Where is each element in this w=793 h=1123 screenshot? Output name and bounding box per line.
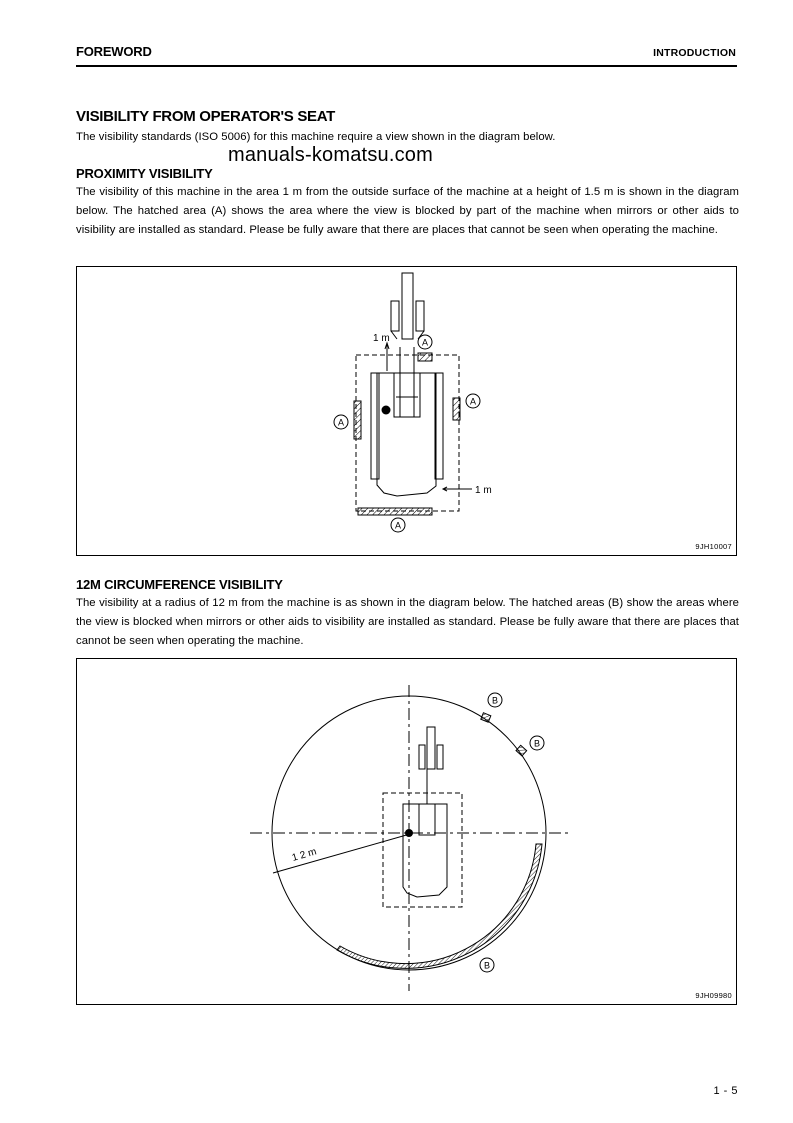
- marker-a-left: A: [337, 417, 345, 428]
- marker-b-2: B: [533, 738, 541, 749]
- marker-a-front: A: [421, 337, 429, 348]
- marker-a-right: A: [469, 396, 477, 407]
- circumference-diagram: [77, 659, 736, 1004]
- proximity-text: The visibility of this machine in the area 1 m from the outside surface of the machine at a height of 1.5 m is shown in the diagram below. The hatched area (A) shows the area where the view is blocked by part of the machine when mirrors or other aids to visibility are installed as standard. Please be fully aware that there are places that cannot be seen when operating the machine.: [76, 186, 739, 237]
- top-dimension-label: 1 m: [373, 333, 390, 344]
- proximity-boundary-small: [383, 793, 462, 907]
- watermark: manuals-komatsu.com: [228, 144, 433, 166]
- marker-b-1: B: [491, 695, 499, 706]
- circumference-text: The visibility at a radius of 12 m from the machine is as shown in the diagram below. The hatched areas (B) show the areas where the view is blocked when mirrors or other aids to visibility are installed as standard. Please be fully aware that there are places that cannot be seen when operating the machine.: [76, 597, 739, 648]
- blocked-area-rear: [358, 508, 432, 515]
- proximity-figure: [76, 266, 737, 556]
- proximity-figure-code: 9JH10007: [695, 542, 732, 551]
- top-dimension: [385, 343, 389, 371]
- boom-arm: [391, 273, 424, 339]
- machine-small: [403, 727, 447, 897]
- page-number: 1 - 5: [713, 1085, 738, 1097]
- header-chapter-title: INTRODUCTION: [653, 47, 736, 59]
- operator-eye-point-small: [405, 829, 413, 837]
- blocked-area-front: [418, 353, 432, 361]
- blocked-area-b3: [337, 844, 542, 968]
- blocked-area-left: [354, 401, 361, 439]
- proximity-title: PROXIMITY VISIBILITY: [76, 166, 213, 181]
- radius-label: 1 2 m: [290, 846, 318, 864]
- marker-a-rear: A: [394, 520, 402, 531]
- blocked-area-b2: [516, 745, 527, 756]
- proximity-diagram: [77, 267, 736, 555]
- operator-eye-point: [382, 406, 391, 415]
- header-section-title: FOREWORD: [76, 44, 152, 59]
- marker-b-3: B: [483, 960, 491, 971]
- section-title: VISIBILITY FROM OPERATOR'S SEAT: [76, 108, 336, 125]
- blocked-area-right: [453, 398, 460, 420]
- blocked-area-b1: [481, 713, 491, 722]
- circumference-figure-code: 9JH09980: [695, 991, 732, 1000]
- circumference-figure: [76, 658, 737, 1005]
- section-intro: The visibility standards (ISO 5006) for this machine require a view shown in the diagram below.: [76, 131, 556, 143]
- side-dimension: [443, 487, 472, 491]
- header-rule: [76, 65, 737, 67]
- machine-body: [371, 347, 443, 496]
- side-dimension-label: 1 m: [475, 485, 492, 496]
- circumference-title: 12M CIRCUMFERENCE VISIBILITY: [76, 577, 283, 592]
